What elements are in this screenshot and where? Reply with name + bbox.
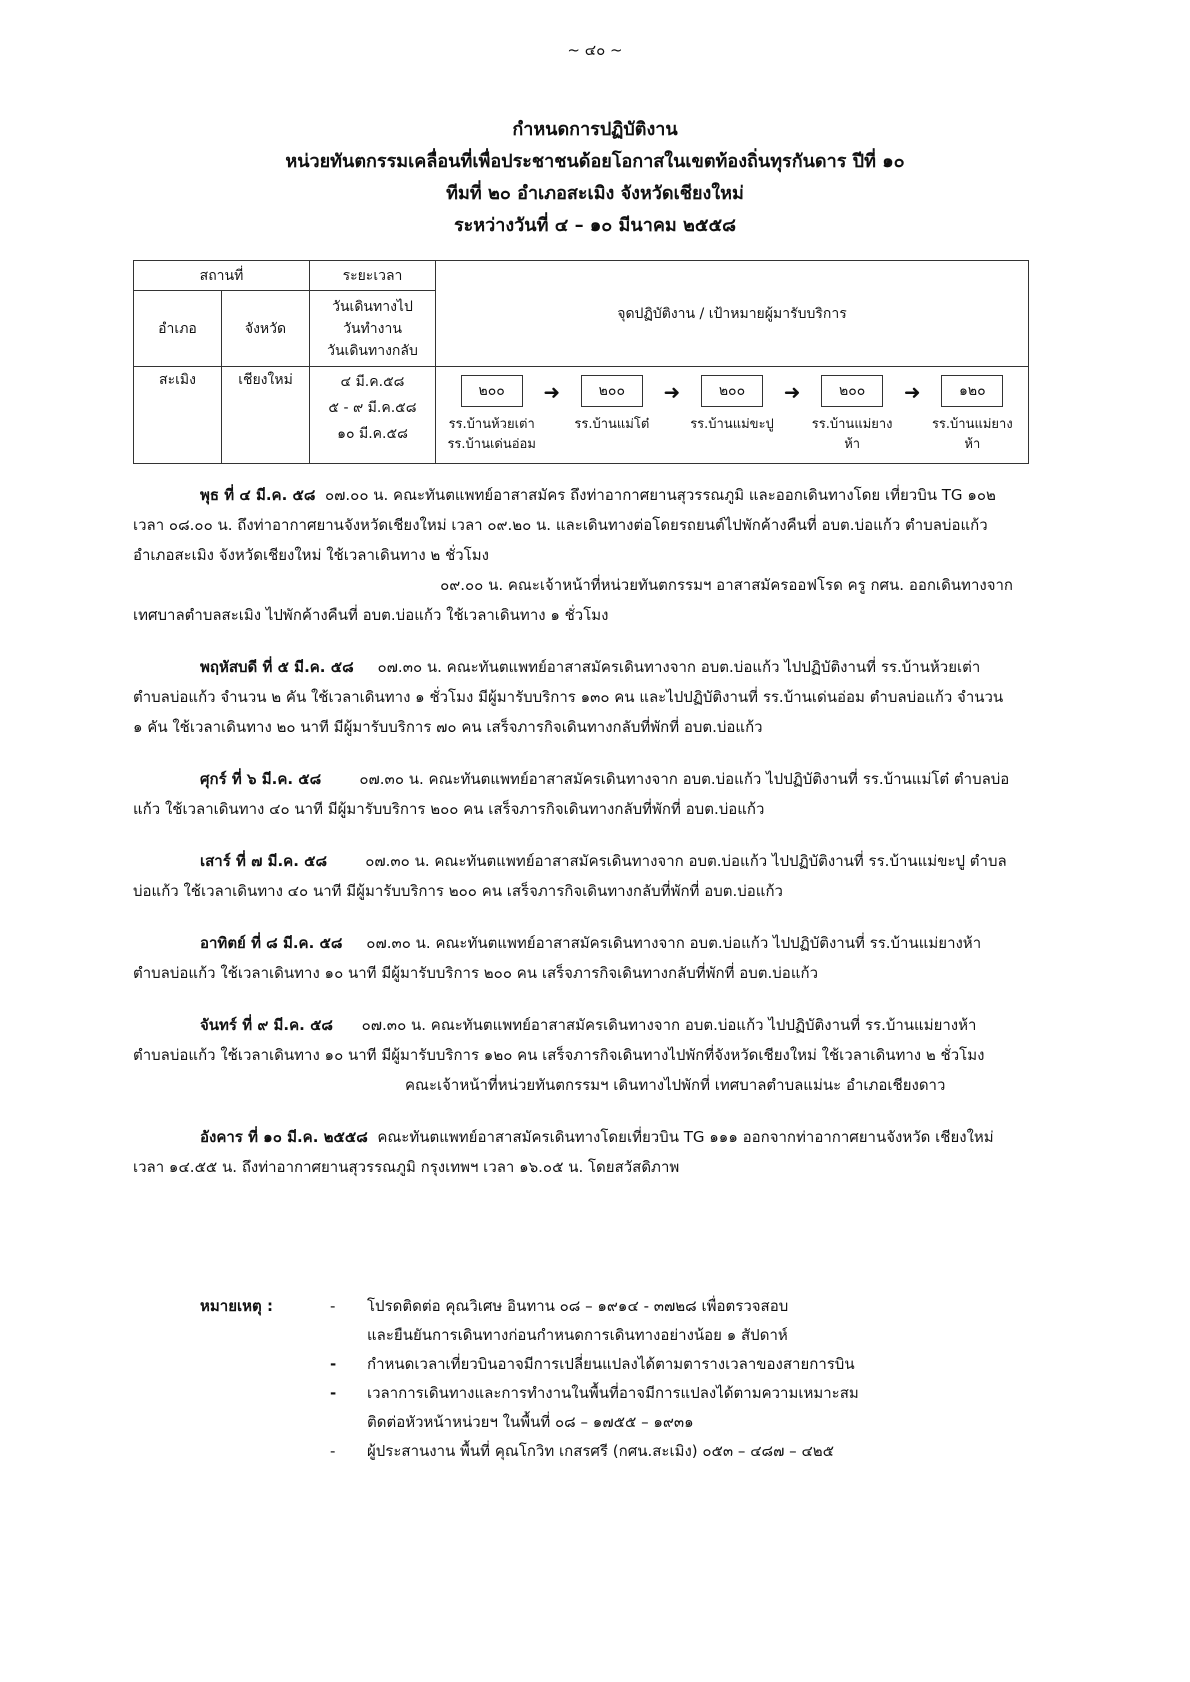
- date-go: ๔ มี.ค.๕๘: [340, 374, 405, 390]
- title-line-4: ระหว่างวันที่ ๔ – ๑๐ มีนาคม ๒๕๕๘: [453, 215, 737, 236]
- title-line-3: ทีมที่ ๒๐ อำเภอสะเมิง จังหวัดเชียงใหม่: [446, 183, 744, 204]
- header-date-go: วันเดินทางไป: [332, 298, 413, 315]
- school-name: รร.บ้านเด่นอ่อม: [447, 437, 536, 452]
- title-line-2: หน่วยทันตกรรมเคลื่อนที่เพื่อประชาชนด้อยโอกาสในเขตท้องถิ่นทุรกันดาร ปีที่ ๑๐: [285, 151, 905, 172]
- day-paragraph: [133, 928, 1013, 988]
- day-heading: พุธ ที่ ๔ มี.ค. ๕๘: [200, 486, 316, 504]
- target-count: ๒๐๐: [461, 375, 523, 407]
- day-heading: ศุกร์ ที่ ๖ มี.ค. ๕๘: [200, 770, 322, 788]
- flow-node: [564, 375, 659, 435]
- day-extra: คณะเจ้าหน้าที่หน่วยทันตกรรมฯ เดินทางไปพักที่ เทศบาลตำบลแม่นะ อำเภอเชียงดาว: [405, 1076, 946, 1094]
- work-flow: [438, 369, 1026, 461]
- bullet: -: [330, 1297, 336, 1315]
- header-district: อำเภอ: [134, 291, 222, 367]
- header-dates: [310, 291, 436, 367]
- school-name: รร.บ้านแม่ยางห้า: [811, 417, 893, 452]
- arrow-right-icon: ➜: [663, 380, 681, 404]
- school-name: รร.บ้านแม่ขะปู: [690, 417, 774, 432]
- target-count: ๒๐๐: [821, 375, 883, 407]
- arrow-right-icon: ➜: [903, 380, 921, 404]
- cell-flow: [436, 367, 1029, 464]
- flow-node: [925, 375, 1020, 455]
- day-heading: อังคาร ที่ ๑๐ มี.ค. ๒๕๕๘: [200, 1128, 368, 1146]
- header-date-work: วันทำงาน: [343, 320, 402, 337]
- target-count: ๒๐๐: [701, 375, 763, 407]
- arrow-right-icon: ➜: [783, 380, 801, 404]
- day-extra: เทศบาลตำบลสะเมิง ไปพักค้างคืนที่ อบต.บ่อแก้ว ใช้เวลาเดินทาง ๑ ชั่วโมง: [133, 606, 609, 624]
- target-count: ๑๒๐: [941, 375, 1003, 407]
- school-name: รร.บ้านห้วยเต่า: [448, 417, 535, 432]
- day-text: ๐๗.๓๐ น. คณะทันตแพทย์อาสาสมัครเดินทางจาก อบต.บ่อแก้ว ไปปฏิบัติงานที่ รร.บ้านแม่ยางห้า ตำบลบ่อแก้ว ใช้เวลาเดินทาง ๑๐ นาที มีผู้มารับบริการ ๒๐๐ คน เสร็จภารกิจเดินทางกลับที่พักที่ อบต.บ่อแก้ว: [133, 934, 982, 982]
- day-heading: พฤหัสบดี ที่ ๕ มี.ค. ๕๘: [200, 658, 354, 676]
- day-text: คณะทันตแพทย์อาสาสมัครเดินทางโดยเที่ยวบิน TG ๑๑๑ ออกจากท่าอากาศยานจังหวัด เชียงใหม่ เวลา ๑๔.๕๕ น. ถึงท่าอากาศยานสุวรรณภูมิ กรุงเทพฯ เวลา ๑๖.๐๕ น. โดยสวัสดิภาพ: [133, 1128, 994, 1176]
- daily-schedule: [133, 480, 1013, 1182]
- day-text: ๐๗.๐๐ น. คณะทันตแพทย์อาสาสมัคร ถึงท่าอากาศยานสุวรรณภูมิ และออกเดินทางโดย เที่ยวบิน TG ๑๐๒ เวลา ๐๘.๐๐ น. ถึงท่าอากาศยานจังหวัดเชียงใหม่ เวลา ๐๙.๒๐ น. และเดินทางต่อโดยรถยนต์ไปพักค้างคืนที่ อบต.บ่อแก้ว ตำบลบ่อแก้ว อำเภอสะเมิง จังหวัดเชียงใหม่ ใช้เวลาเดินทาง ๒ ชั่วโมง: [133, 486, 996, 564]
- school-name: รร.บ้านแม่โต๋: [574, 417, 650, 432]
- flow-node: [804, 375, 899, 455]
- flow-node: [444, 375, 539, 455]
- note-item: ผู้ประสานงาน พื้นที่ คุณโกวิท เกสรศรี (กศน.สะเมิง) ๐๕๓ – ๔๘๗ – ๔๒๕: [367, 1442, 835, 1460]
- header-place: สถานที่: [134, 261, 310, 291]
- day-text: ๐๗.๓๐ น. คณะทันตแพทย์อาสาสมัครเดินทางจาก อบต.บ่อแก้ว ไปปฏิบัติงานที่ รร.บ้านแม่ขะปู ตำบลบ่อแก้ว ใช้เวลาเดินทาง ๔๐ นาที มีผู้มารับบริการ ๒๐๐ คน เสร็จภารกิจเดินทางกลับที่พักที่ อบต.บ่อแก้ว: [133, 852, 1007, 900]
- cell-dates: [310, 367, 436, 464]
- note-item: กำหนดเวลาเที่ยวบินอาจมีการเปลี่ยนแปลงได้ตามตารางเวลาของสายการบิน: [367, 1355, 855, 1373]
- day-paragraph: [133, 764, 1013, 824]
- day-text: ๐๗.๓๐ น. คณะทันตแพทย์อาสาสมัครเดินทางจาก อบต.บ่อแก้ว ไปปฏิบัติงานที่ รร.บ้านห้วยเต่า ตำบลบ่อแก้ว จำนวน ๒ คัน ใช้เวลาเดินทาง ๑ ชั่วโมง มีผู้มารับบริการ ๑๓๐ คน และไปปฏิบัติงานที่ รร.บ้านเด่นอ่อม ตำบลบ่อแก้ว จำนวน ๑ คัน ใช้เวลาเดินทาง ๒๐ นาที มีผู้มารับบริการ ๗๐ คน เสร็จภารกิจเดินทางกลับที่พักที่ อบต.บ่อแก้ว: [133, 658, 1004, 736]
- flow-node: [684, 375, 779, 435]
- day-paragraph: [133, 1122, 1013, 1182]
- arrow-right-icon: ➜: [543, 380, 561, 404]
- day-paragraph: [133, 1010, 1013, 1070]
- day-text: ๐๗.๓๐ น. คณะทันตแพทย์อาสาสมัครเดินทางจาก อบต.บ่อแก้ว ไปปฏิบัติงานที่ รร.บ้านแม่โต๋ ตำบลบ่อแก้ว ใช้เวลาเดินทาง ๔๐ นาที มีผู้มารับบริการ ๒๐๐ คน เสร็จภารกิจเดินทางกลับที่พักที่ อบต.บ่อแก้ว: [133, 770, 1010, 818]
- bullet: -: [330, 1355, 337, 1373]
- bullet: -: [330, 1384, 337, 1402]
- note-item: เวลาการเดินทางและการทำงานในพื้นที่อาจมีการแปลงได้ตามความเหมาะสม: [367, 1384, 859, 1402]
- day-text: ๐๗.๓๐ น. คณะทันตแพทย์อาสาสมัครเดินทางจาก อบต.บ่อแก้ว ไปปฏิบัติงานที่ รร.บ้านแม่ยางห้า ตำบลบ่อแก้ว ใช้เวลาเดินทาง ๑๐ นาที มีผู้มารับบริการ ๑๒๐ คน เสร็จภารกิจเดินทางไปพักที่จังหวัดเชียงใหม่ ใช้เวลาเดินทาง ๒ ชั่วโมง: [133, 1016, 985, 1064]
- day-paragraph: [133, 652, 1013, 742]
- notes-section: [200, 1292, 1080, 1466]
- cell-district: สะเมิง: [134, 367, 222, 464]
- schedule-table: [133, 260, 1029, 464]
- note-item: โปรดติดต่อ คุณวิเศษ อินทาน ๐๘ – ๑๙๑๔ - ๓๗๒๘ เพื่อตรวจสอบ: [367, 1297, 789, 1315]
- note-item: และยืนยันการเดินทางก่อนกำหนดการเดินทางอย่างน้อย ๑ สัปดาห์: [367, 1326, 788, 1344]
- date-return: ๑๐ มี.ค.๕๘: [337, 426, 408, 442]
- title-line-1: กำหนดการปฏิบัติงาน: [512, 119, 678, 140]
- day-paragraph: [133, 846, 1013, 906]
- notes-label: หมายเหตุ :: [200, 1297, 273, 1315]
- header-date-return: วันเดินทางกลับ: [327, 342, 418, 359]
- title-block: [0, 114, 1190, 242]
- bullet: -: [330, 1442, 336, 1460]
- note-item: ติดต่อหัวหน้าหน่วยฯ ในพื้นที่ ๐๘ – ๑๗๕๕ – ๑๙๓๑: [367, 1413, 694, 1431]
- cell-province: เชียงใหม่: [222, 367, 310, 464]
- day-extra: ๐๙.๐๐ น. คณะเจ้าหน้าที่หน่วยทันตกรรมฯ อาสาสมัครออฟโรด ครู กศน. ออกเดินทางจาก: [440, 576, 1013, 594]
- target-count: ๒๐๐: [581, 375, 643, 407]
- day-heading: จันทร์ ที่ ๙ มี.ค. ๕๘: [200, 1016, 333, 1034]
- header-province: จังหวัด: [222, 291, 310, 367]
- header-target: จุดปฏิบัติงาน / เป้าหมายผู้มารับบริการ: [436, 261, 1029, 367]
- day-paragraph: [133, 480, 1013, 570]
- day-heading: อาทิตย์ ที่ ๘ มี.ค. ๕๘: [200, 934, 343, 952]
- header-period: ระยะเวลา: [310, 261, 436, 291]
- school-name: รร.บ้านแม่ยางห้า: [931, 417, 1013, 452]
- date-work: ๕ - ๙ มี.ค.๕๘: [328, 400, 417, 416]
- day-heading: เสาร์ ที่ ๗ มี.ค. ๕๘: [200, 852, 328, 870]
- page-number: ~ ๔๐ ~: [567, 41, 623, 59]
